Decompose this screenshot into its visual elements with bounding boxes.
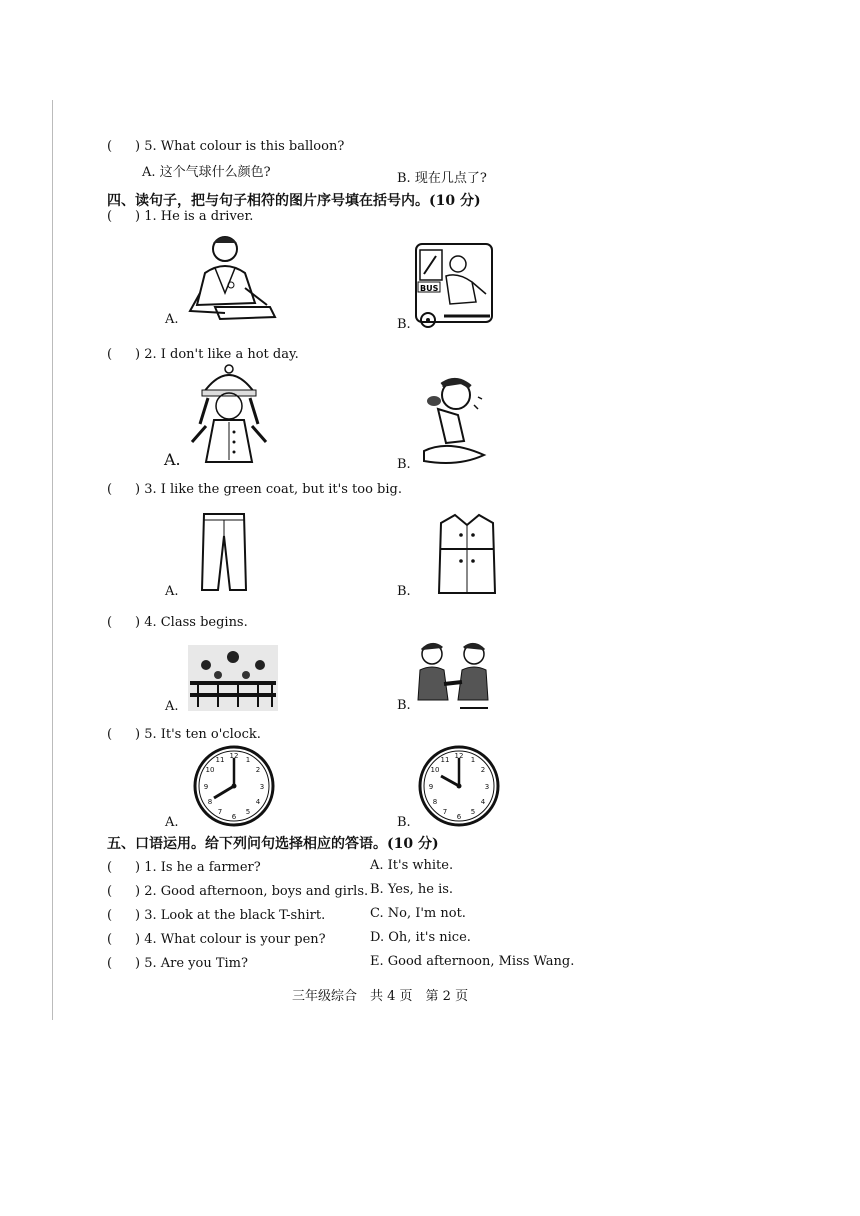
svg-text:7: 7 (442, 808, 448, 816)
clock-ten-picture (417, 744, 501, 828)
answer-paren: ( (107, 884, 113, 899)
question-text: ) 2. Good afternoon, boys and girls. (135, 884, 369, 899)
doctor-picture (185, 233, 280, 325)
question-text: ) 5. What colour is this balloon? (135, 139, 345, 154)
svg-text:12: 12 (454, 752, 464, 760)
answer-option: C. No, I'm not. (370, 906, 466, 921)
label-a: A. (165, 815, 179, 830)
section-5-title: 五、口语运用。给下列问句选择相应的答语。(10 分) (107, 836, 439, 852)
answer-paren: ( (107, 139, 113, 154)
label-b: B. (397, 584, 411, 599)
svg-text:7: 7 (217, 808, 223, 816)
svg-text:3: 3 (259, 783, 265, 791)
answer-paren: ( (107, 727, 113, 742)
svg-text:6: 6 (456, 813, 462, 821)
handshake-picture (416, 640, 490, 712)
answer-option: B. Yes, he is. (370, 882, 454, 897)
svg-text:10: 10 (205, 766, 215, 774)
question-text: ) 1. Is he a farmer? (135, 860, 261, 875)
question-text: ) 5. It's ten o'clock. (135, 727, 261, 742)
label-a: A. (165, 699, 179, 714)
answer-paren: ( (107, 482, 113, 497)
question-text: ) 4. Class begins. (135, 615, 248, 630)
svg-text:2: 2 (255, 766, 261, 774)
answer-paren: ( (107, 908, 113, 923)
svg-text:12: 12 (229, 752, 239, 760)
question-text: ) 3. I like the green coat, but it's too big. (135, 482, 402, 497)
answer-paren: ( (107, 932, 113, 947)
label-a: A. (165, 584, 179, 599)
question-text: ) 2. I don't like a hot day. (135, 347, 299, 362)
svg-text:4: 4 (480, 798, 486, 806)
answer-paren: ( (107, 860, 113, 875)
option-b: B. 现在几点了? (397, 171, 487, 186)
option-a: A. 这个气球什么颜色? (142, 165, 271, 180)
answer-paren: ( (107, 615, 113, 630)
question-text: ) 4. What colour is your pen? (135, 932, 326, 947)
label-b: B. (397, 317, 411, 332)
answer-option: D. Oh, it's nice. (370, 930, 471, 945)
bus-driver-picture (414, 242, 494, 330)
page-footer: 三年级综合 共 4 页 第 2 页 (292, 989, 469, 1004)
svg-text:5: 5 (245, 808, 251, 816)
trousers-picture (200, 512, 248, 592)
question-text: ) 5. Are you Tim? (135, 956, 248, 971)
label-a: A. (164, 450, 181, 469)
svg-text:6: 6 (231, 813, 237, 821)
question-text: ) 3. Look at the black T-shirt. (135, 908, 326, 923)
girl-winter-clothes-picture (186, 364, 272, 468)
svg-text:4: 4 (255, 798, 261, 806)
svg-text:5: 5 (470, 808, 476, 816)
clock-eight-picture (192, 744, 276, 828)
question-text: ) 1. He is a driver. (135, 209, 254, 224)
answer-paren: ( (107, 956, 113, 971)
svg-text:9: 9 (428, 783, 434, 791)
answer-option: A. It's white. (370, 858, 454, 873)
sweating-boy-picture (418, 375, 490, 467)
svg-text:8: 8 (207, 798, 213, 806)
answer-paren: ( (107, 209, 113, 224)
section-4-title: 四、读句子，把与句子相符的图片序号填在括号内。(10 分) (107, 193, 481, 209)
svg-text:11: 11 (215, 756, 225, 764)
coat-picture (437, 513, 497, 595)
svg-text:2: 2 (480, 766, 486, 774)
svg-text:1: 1 (245, 756, 251, 764)
label-b: B. (397, 815, 411, 830)
svg-text:3: 3 (484, 783, 490, 791)
svg-text:8: 8 (432, 798, 438, 806)
classroom-picture (188, 645, 278, 711)
svg-text:1: 1 (470, 756, 476, 764)
label-a: A. (165, 312, 179, 327)
answer-option: E. Good afternoon, Miss Wang. (370, 954, 575, 969)
label-b: B. (397, 698, 411, 713)
label-b: B. (397, 457, 411, 472)
svg-text:9: 9 (203, 783, 209, 791)
svg-text:11: 11 (440, 756, 450, 764)
scan-edge-line (52, 100, 53, 1020)
svg-text:10: 10 (430, 766, 440, 774)
answer-paren: ( (107, 347, 113, 362)
svg-text:BUS: BUS (420, 284, 439, 293)
